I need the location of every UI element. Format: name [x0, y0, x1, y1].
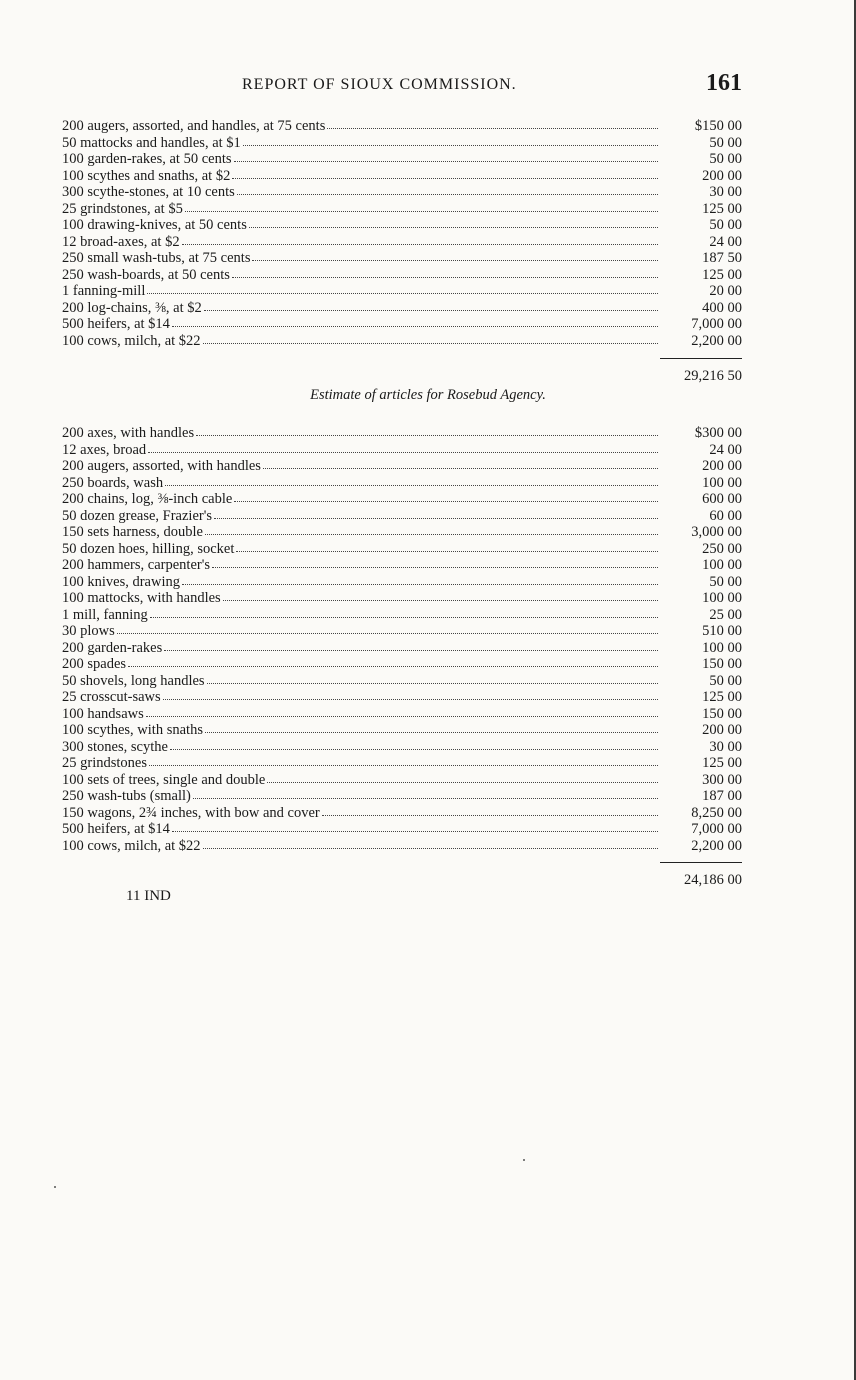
item-description: 200 hammers, carpenter's	[62, 557, 210, 573]
dot-leader	[203, 838, 658, 849]
item-description: 250 wash-boards, at 50 cents	[62, 266, 230, 283]
dot-leader	[146, 706, 658, 717]
item-amount: 100 00	[702, 557, 742, 573]
item-amount: 200 00	[702, 458, 742, 474]
line-item	[62, 722, 742, 739]
item-description: 50 dozen grease, Frazier's	[62, 507, 212, 524]
dot-leader	[204, 300, 658, 311]
dot-leader	[212, 557, 658, 568]
dot-leader	[150, 607, 658, 618]
item-amount: 7,000 00	[691, 316, 742, 332]
total-rule-2	[660, 862, 742, 863]
dot-leader	[193, 788, 658, 799]
dot-leader	[263, 458, 658, 469]
line-item	[62, 805, 742, 822]
dot-leader	[252, 250, 658, 261]
item-description: 25 grindstones, at $5	[62, 200, 183, 217]
print-speck	[523, 1159, 525, 1161]
item-amount: 187 50	[702, 250, 742, 266]
line-item	[62, 755, 742, 772]
line-item	[62, 458, 742, 475]
line-item	[62, 574, 742, 591]
dot-leader	[205, 722, 658, 733]
item-amount: 7,000 00	[691, 821, 742, 837]
item-amount: 2,200 00	[691, 837, 742, 854]
line-item	[62, 118, 742, 135]
line-item	[62, 557, 742, 574]
item-amount: 400 00	[702, 299, 742, 316]
item-description: 100 scythes and snaths, at $2	[62, 167, 231, 184]
item-description: 100 sets of trees, single and double	[62, 771, 266, 788]
dot-leader	[232, 267, 658, 278]
item-description: 200 garden-rakes	[62, 639, 163, 656]
line-item	[62, 135, 742, 152]
dot-leader	[196, 425, 658, 436]
line-item	[62, 607, 742, 624]
item-amount: 250 00	[702, 540, 742, 557]
dot-leader	[149, 755, 658, 766]
item-amount: 100 00	[702, 639, 742, 656]
dot-leader	[243, 135, 658, 146]
item-amount: 30 00	[709, 738, 742, 755]
line-item	[62, 316, 742, 333]
page-number: 161	[706, 70, 742, 96]
item-amount: 30 00	[709, 184, 742, 200]
dot-leader	[327, 118, 658, 129]
dot-leader	[148, 442, 658, 453]
print-speck	[54, 1186, 56, 1188]
item-description: 50 mattocks and handles, at $1	[62, 134, 241, 151]
item-amount: 50 00	[709, 217, 742, 233]
dot-leader	[185, 201, 658, 212]
item-amount: 8,250 00	[691, 804, 742, 821]
first-estimate-total: 29,216 50	[684, 368, 742, 384]
item-amount: 100 00	[702, 474, 742, 491]
dot-leader	[249, 217, 658, 228]
item-amount: 2,200 00	[691, 332, 742, 349]
line-item	[62, 300, 742, 317]
dot-leader	[236, 541, 658, 552]
item-amount: 125 00	[702, 689, 742, 705]
item-amount: 20 00	[709, 283, 742, 299]
item-amount: 50 00	[709, 134, 742, 151]
line-item	[62, 689, 742, 706]
dot-leader	[232, 168, 658, 179]
dot-leader	[223, 590, 658, 601]
dot-leader	[234, 151, 658, 162]
dot-leader	[172, 821, 658, 832]
line-item	[62, 333, 742, 350]
total-rule-1	[660, 358, 742, 359]
dot-leader	[165, 475, 658, 486]
line-item	[62, 788, 742, 805]
item-description: 200 log-chains, ⅜, at $2	[62, 299, 202, 316]
dot-leader	[234, 491, 658, 502]
item-description: 250 boards, wash	[62, 474, 164, 491]
dot-leader	[164, 640, 658, 651]
item-description: 150 sets harness, double	[62, 524, 203, 540]
line-item	[62, 739, 742, 756]
item-amount: 510 00	[702, 623, 742, 639]
item-amount: 50 00	[709, 672, 742, 689]
line-item	[62, 491, 742, 508]
item-amount: 25 00	[709, 606, 742, 623]
item-amount: 150 00	[702, 705, 742, 722]
line-item	[62, 524, 742, 541]
line-item	[62, 217, 742, 234]
line-item	[62, 234, 742, 251]
item-amount: 125 00	[702, 266, 742, 283]
line-item	[62, 838, 742, 855]
line-item	[62, 508, 742, 525]
item-amount: $150 00	[694, 118, 742, 134]
line-item	[62, 590, 742, 607]
line-item	[62, 425, 742, 442]
item-description: 200 augers, assorted, and handles, at 75 cents	[62, 118, 326, 134]
dot-leader	[182, 574, 658, 585]
item-amount: 200 00	[702, 722, 742, 738]
line-item	[62, 623, 742, 640]
rosebud-heading: Estimate of articles for Rosebud Agency.	[310, 387, 546, 403]
item-description: 100 mattocks, with handles	[62, 590, 221, 606]
item-amount: 24 00	[709, 233, 742, 250]
item-amount: 150 00	[702, 656, 742, 672]
running-title: REPORT OF SIOUX COMMISSION.	[242, 76, 517, 93]
dot-leader	[207, 673, 658, 684]
signature-mark: 11 IND	[126, 888, 171, 904]
item-description: 150 wagons, 2¾ inches, with bow and cover	[62, 804, 320, 821]
line-item	[62, 541, 742, 558]
item-description: 200 augers, assorted, with handles	[62, 458, 261, 474]
line-item	[62, 283, 742, 300]
dot-leader	[267, 772, 658, 783]
line-item	[62, 201, 742, 218]
page-header	[62, 72, 742, 100]
dot-leader	[214, 508, 658, 519]
item-amount: 125 00	[702, 200, 742, 217]
line-item	[62, 656, 742, 673]
item-amount: 200 00	[702, 167, 742, 184]
line-item	[62, 168, 742, 185]
rosebud-estimate-total: 24,186 00	[684, 872, 742, 888]
item-amount: 24 00	[709, 441, 742, 458]
item-amount: 3,000 00	[691, 524, 742, 540]
item-description: 200 spades	[62, 656, 127, 672]
item-amount: 125 00	[702, 755, 742, 771]
item-description: 200 chains, log, ⅜-inch cable	[62, 491, 233, 507]
item-description: 12 axes, broad	[62, 441, 147, 458]
dot-leader	[128, 656, 658, 667]
dot-leader	[205, 524, 658, 535]
dot-leader	[172, 316, 658, 327]
dot-leader	[170, 739, 658, 750]
item-amount: 50 00	[709, 151, 742, 167]
item-description: 200 axes, with handles	[62, 425, 195, 441]
first-estimate-list	[62, 118, 742, 349]
dot-leader	[147, 283, 658, 294]
item-description: 100 cows, milch, at $22	[62, 332, 201, 349]
dot-leader	[182, 234, 658, 245]
item-description: 250 small wash-tubs, at 75 cents	[62, 250, 251, 266]
line-item	[62, 267, 742, 284]
item-description: 500 heifers, at $14	[62, 821, 170, 837]
line-item	[62, 673, 742, 690]
item-description: 300 stones, scythe	[62, 738, 168, 755]
rosebud-estimate-list	[62, 425, 742, 854]
item-description: 100 handsaws	[62, 705, 144, 722]
line-item	[62, 442, 742, 459]
dot-leader	[203, 333, 658, 344]
item-description: 12 broad-axes, at $2	[62, 233, 180, 250]
line-item	[62, 184, 742, 201]
line-item	[62, 250, 742, 267]
item-description: 30 plows	[62, 623, 115, 639]
item-description: 25 grindstones	[62, 755, 147, 771]
item-amount: 50 00	[709, 573, 742, 590]
item-description: 1 mill, fanning	[62, 606, 148, 623]
item-description: 100 drawing-knives, at 50 cents	[62, 217, 247, 233]
item-amount: 300 00	[702, 771, 742, 788]
item-description: 100 garden-rakes, at 50 cents	[62, 151, 232, 167]
item-description: 100 scythes, with snaths	[62, 722, 203, 738]
line-item	[62, 821, 742, 838]
item-amount: 600 00	[702, 491, 742, 507]
item-amount: 60 00	[709, 507, 742, 524]
line-item	[62, 151, 742, 168]
line-item	[62, 772, 742, 789]
item-description: 50 shovels, long handles	[62, 672, 205, 689]
item-description: 25 crosscut-saws	[62, 689, 161, 705]
item-description: 250 wash-tubs (small)	[62, 788, 191, 804]
dot-leader	[117, 623, 658, 634]
dot-leader	[322, 805, 658, 816]
item-description: 1 fanning-mill	[62, 283, 146, 299]
line-item	[62, 475, 742, 492]
line-item	[62, 640, 742, 657]
item-description: 300 scythe-stones, at 10 cents	[62, 184, 235, 200]
item-amount: 100 00	[702, 590, 742, 606]
item-description: 100 knives, drawing	[62, 573, 180, 590]
item-description: 500 heifers, at $14	[62, 316, 170, 332]
dot-leader	[163, 689, 658, 700]
item-description: 50 dozen hoes, hilling, socket	[62, 540, 235, 557]
item-amount: 187 00	[702, 788, 742, 804]
item-description: 100 cows, milch, at $22	[62, 837, 201, 854]
item-amount: $300 00	[694, 425, 742, 441]
dot-leader	[237, 184, 658, 195]
line-item	[62, 706, 742, 723]
